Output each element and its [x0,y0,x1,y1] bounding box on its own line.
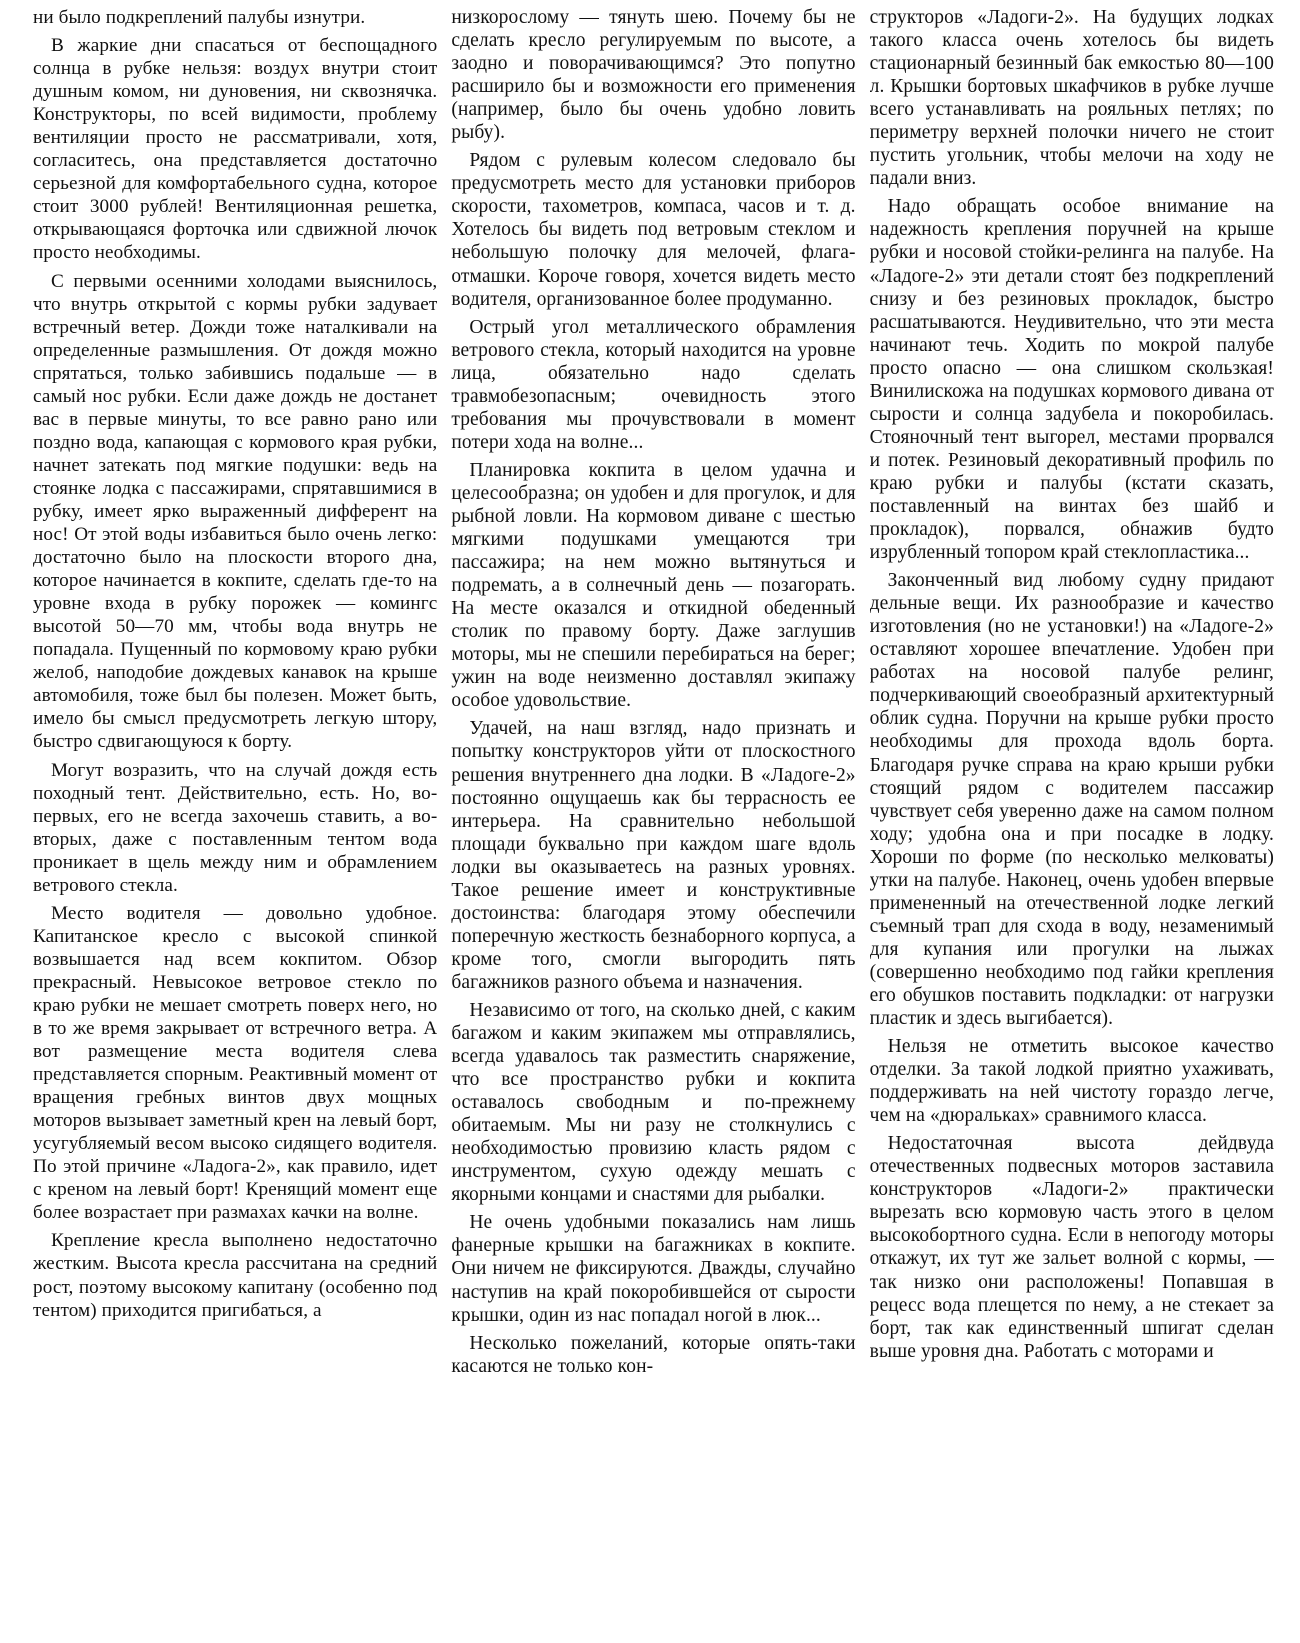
text-column-3 [870,6,1274,1643]
paragraph: С первыми осенними холодами выяснилось, что внутрь открытой с кормы рубки задувает встречный ветер. Дожди тоже наталкивали на определенные размышления. От дождя можно спрятаться, только забившись подальше — в самый нос рубки. Если даже дождь не достанет вас в первые минуты, то все равно рано или поздно вода, капающая с кормового края рубки, начнет затекать под мягкие подушки: ведь на стоянке лодка с пассажирами, спрятавшимися в рубку, имеет ярко выраженный дифферент на нос! От этой воды избавиться было очень легко: достаточно было на плоскости второго дна, которое начинается в кокпите, сделать где-то на уровне входа в рубку порожек — комингс высотой 50—70 мм, чтобы вода внутрь не попадала. Пущенный по кормовому краю рубки желоб, наподобие дождевых канавок на крыше автомобиля, тоже был бы полезен. Может быть, имело бы смысл предусмотреть легкую штору, быстро сдвигающуюся к борту. [33,270,438,753]
paragraph: Крепление кресла выполнено недостаточно жестким. Высота кресла рассчитана на средний рост, поэтому высокому капитану (особенно под тентом) приходится пригибаться, а [33,1230,438,1321]
paragraph: Могут возразить, что на случай дождя есть походный тент. Действительно, есть. Но, во-первых, его не всегда захочешь ставить, а во-вторых, даже с поставленным тентом вода проникает в щель между ним и обрамлением ветрового стекла. [33,759,438,896]
paragraph: Независимо от того, на сколько дней, с каким багажом и каким экипажем мы отправлялись, всегда удавалось так разместить снаряжение, что все пространство рубки и кокпита оставалось свободным и по-прежнему обитаемым. Мы ни разу не столкнулись с необходимостью провизию класть рядом с инструментом, сухую одежду мешать с якорными концами и снастями для рыбалки. [451,999,856,1206]
paragraph: низкорослому — тянуть шею. Почему бы не сделать кресло регулируемым по высоте, а заодно и поворачивающимся? Это попутно расширило бы и возможности его применения (например, было бы очень удобно ловить рыбу). [451,7,856,144]
paragraph: Место водителя — довольно удобное. Капитанское кресло с высокой спинкой возвышается над всем кокпитом. Обзор прекрасный. Невысокое ветровое стекло по краю рубки не мешает смотреть поверх него, но в то же время закрывает от встречного ветра. А вот размещение места водителя слева представляется спорным. Реактивный момент от вращения гребных винтов двух мощных моторов вызывает заметный крен на левый борт, усугубляемый весом высоко сидящего водителя. По этой причине «Ладога-2», как правило, идет с креном на левый борт! Кренящий момент еще более возрастает при размахах качки на волне. [33,902,438,1224]
paragraph: Планировка кокпита в целом удачна и целесообразна; он удобен и для прогулок, и для рыбной ловли. На кормовом диване с шестью мягкими подушками умещаются три пассажира; на нем можно вытянуться и подремать, а в солнечный день — позагорать. На месте оказался и откидной обеденный столик по правому борту. Даже заглушив моторы, мы не спешили перебираться на берег; ужин на воде неизменно доставлял экипажу особое удовольствие. [451,459,856,712]
paragraph: Острый угол металлического обрамления ветрового стекла, который находится на уровне лица, обязательно надо сделать травмобезопасным; очевидность этого требования мы прочувствовали в момент потери хода на волне... [451,316,856,453]
paragraph: Законченный вид любому судну придают дельные вещи. Их разнообразие и качество изготовления (но не установки!) на «Ладоге-2» оставляют хорошее впечатление. Удобен при работах на носовой палубе релинг, подчеркивающий своеобразный архитектурный облик судна. Поручни на крыше рубки просто необходимы для прохода вдоль борта. Благодаря ручке справа на краю крыши рубки стоящий рядом с водителем пассажир чувствует себя уверенно даже на самом полном ходу; удобна она и при посадке в лодку. Хороши по форме (по несколько мелковаты) утки на палубе. Наконец, очень удобен впервые примененный на отечественной лодке легкий съемный трап для схода в воду, незаменимый для купания или прогулки на лыжах (совершенно необходимо под гайки крепления его обушков поставить подкладки: от нагрузки пластик и здесь выгибается). [869,570,1274,1030]
text-column-1 [33,6,437,1643]
paragraph: Не очень удобными показались нам лишь фанерные крышки на багажниках в кокпите. Они ничем не фиксируются. Дважды, случайно наступив на край покоробившейся от сырости крышки, один из нас попадал ногой в люк... [451,1212,856,1326]
paragraph: ни было подкреплений палубы изнутри. [33,7,366,28]
paragraph: Недостаточная высота дейдвуда отечественных подвесных моторов заставила конструкторов «Ладоги-2» практически вырезать всю кормовую часть этого в целом высокобортного судна. Если в непогоду моторы откажут, их тут же зальет волной с кормы, — так низко они расположены! Попавшая в рецесс вода плещется по нему, а не стекает за борт, так как единственный шпигат сделан выше уровня дна. Работать с моторами и [869,1133,1274,1362]
paragraph: Нельзя не отметить высокое качество отделки. За такой лодкой приятно ухаживать, поддерживать на ней чистоту гораздо легче, чем на «дюральках» сравнимого класса. [869,1036,1274,1127]
paragraph: Удачей, на наш взгляд, надо признать и попытку конструкторов уйти от плоскостного решения внутреннего дна лодки. В «Ладоге-2» постоянно ощущаешь как бы террасность ее интерьера. На сравнительно небольшой площади буквально при каждом шаге вдоль лодки вы оказываетесь на разных уровнях. Такое решение имеет и конструктивные достоинства: благодаря этому обеспечили поперечную жесткость безнаборного корпуса, а кроме того, смогли выгородить пять багажников разного объема и назначения. [451,718,856,993]
paragraph: В жаркие дни спасаться от беспощадного солнца в рубке нельзя: воздух внутри стоит душным комом, ни дуновения, ни сквознячка. Конструкторы, по всей видимости, проблему вентиляции просто не рассматривали, хотя, согласитесь, она представляется достаточно серьезной для комфортабельного судна, которое стоит 3000 рублей! Вентиляционная решетка, открывающаяся форточка или сдвижной лючок просто необходимы. [33,35,438,264]
text-column-2 [451,6,855,1643]
paragraph: Несколько пожеланий, которые опять-таки касаются не только кон- [451,1332,856,1377]
paragraph: Рядом с рулевым колесом следовало бы предусмотреть место для установки приборов скорости, тахометров, компаса, часов и т. д. Хотелось бы видеть под ветровым стеклом и небольшую полочку для мелочей, флага-отмашки. Короче говоря, хочется видеть место водителя, организованное более продуманно. [451,150,856,310]
paragraph: Надо обращать особое внимание на надежность крепления поручней на крыше рубки и носовой стойки-релинга на палубе. На «Ладоге-2» эти детали стоят без подкреплений снизу и без резиновых прокладок, быстро расшатываются. Неудивительно, что эти места начинают течь. Ходить по мокрой палубе просто опасно — она слишком скользкая! Винилискожа на подушках кормового дивана от сырости и солнца задубела и покоробилась. Стояночный тент выгорел, местами прорвался и потек. Резиновый декоративный профиль по краю рубки и палубы (кстати сказать, поставленный на винтах без шайб и прокладок), порвался, обнажив будто изрубленный топором край стеклопластика... [869,196,1274,564]
paragraph: структоров «Ладоги-2». На будущих лодках такого класса очень хотелось бы видеть стационарный безинный бак емкостью 80—100 л. Крышки бортовых шкафчиков в рубке лучше всего устанавливать на рояльных петлях; по периметру верхней полочки ничего не стоит пустить угольник, чтобы мелочи на ходу не падали вниз. [869,7,1274,190]
